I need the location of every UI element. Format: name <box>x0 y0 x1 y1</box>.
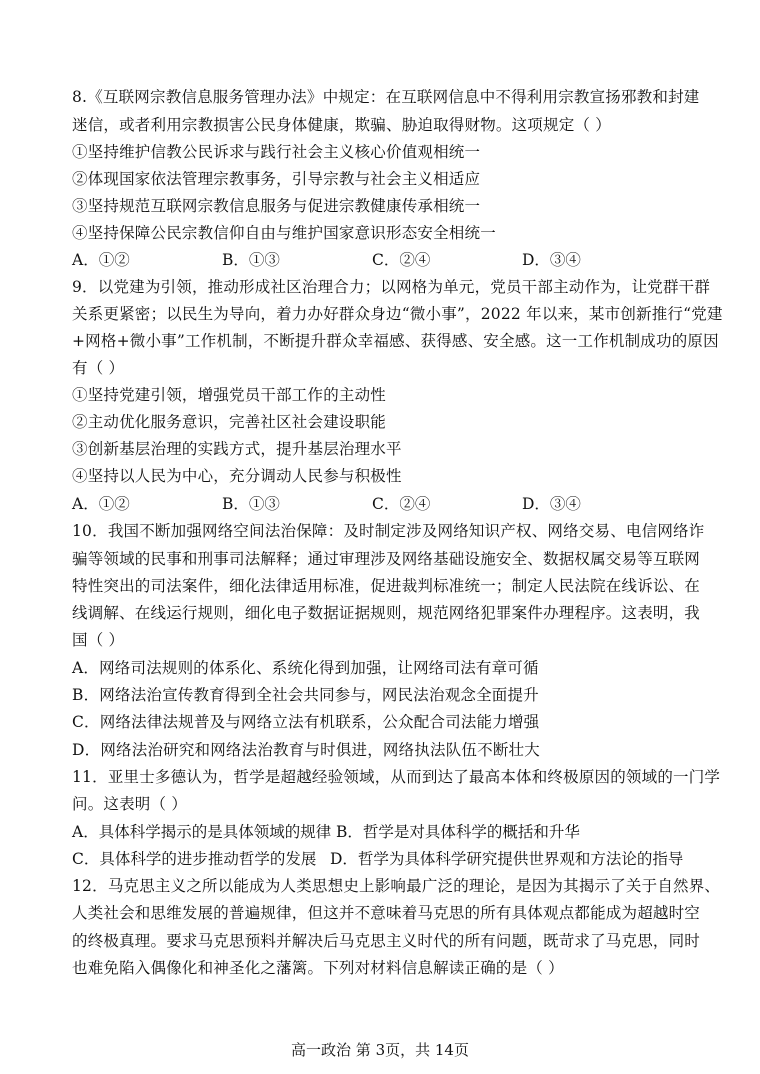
q11-stem-line-2: 问。这表明（ ） <box>72 795 188 813</box>
q10-stem-line-1: 10．我国不断加强网络空间法治保障：及时制定涉及网络知识产权、网络交易、电信网络诈 <box>72 522 705 540</box>
q9-stem-line-1: 9．以党建为引领，推动形成社区治理合力；以网格为单元，党员干部主动作为，让党群干群 <box>72 278 711 296</box>
q12-stem-line-3: 的终极真理。要求马克思预料并解决后马克思主义时代的所有问题，既苛求了马克思，同时 <box>72 932 701 950</box>
q9-option-d: D．③④ <box>522 495 581 513</box>
q10-option-d: D．网络法治研究和网络法治教育与时俱进，网络执法队伍不断壮大 <box>72 741 540 759</box>
q10-option-a: A．网络司法规则的体系化、系统化得到加强，让网络司法有章可循 <box>72 659 539 677</box>
q8-item-2: ②体现国家依法管理宗教事务，引导宗教与社会主义相适应 <box>72 170 481 188</box>
q9-option-b: B．①③ <box>222 495 280 513</box>
q11-option-a: A．具体科学揭示的是具体领域的规律 <box>72 823 332 841</box>
q11-option-b: B．哲学是对具体科学的概括和升华 <box>336 823 580 841</box>
q8-option-c: C．②④ <box>372 251 431 269</box>
q9-stem-line-3: +网格+微小事”工作机制，不断提升群众幸福感、获得感、安全感。这一工作机制成功的原因 <box>72 332 719 350</box>
q10-stem-line-2: 骗等领域的民事和刑事司法解释；通过审理涉及网络基础设施安全、数据权属交易等互联网 <box>72 550 701 568</box>
q10-stem-line-5: 国（ ） <box>72 631 125 649</box>
q8-stem-line-1: 8.《互联网宗教信息服务管理办法》中规定：在互联网信息中不得利用宗教宣扬邪教和封建 <box>72 88 700 106</box>
q11-option-d: D．哲学为具体科学研究提供世界观和方法论的指导 <box>330 850 684 868</box>
q9-item-2: ②主动优化服务意识，完善社区社会建设职能 <box>72 413 387 431</box>
q8-stem-line-2: 迷信，或者利用宗教损害公民身体健康，欺骗、胁迫取得财物。这项规定（ ） <box>72 116 611 134</box>
q10-stem-line-4: 线调解、在线运行规则，细化电子数据证据规则，规范网络犯罪案件办理程序。这表明，我 <box>72 604 701 622</box>
q10-option-b: B．网络法治宣传教育得到全社会共同参与，网民法治观念全面提升 <box>72 686 539 704</box>
q12-stem-line-1: 12．马克思主义之所以能成为人类思想史上影响最广泛的理论，是因为其揭示了关于自然界、 <box>72 877 721 895</box>
q8-option-a: A．①② <box>72 251 130 269</box>
q9-option-c: C．②④ <box>372 495 431 513</box>
q9-item-3: ③创新基层治理的实践方式，提升基层治理水平 <box>72 440 402 458</box>
q8-option-d: D．③④ <box>522 251 581 269</box>
q8-item-3: ③坚持规范互联网宗教信息服务与促进宗教健康传承相统一 <box>72 197 481 215</box>
q10-stem-line-3: 特性突出的司法案件，细化法律适用标准，促进裁判标准统一；制定人民法院在线诉讼、在 <box>72 577 701 595</box>
q9-option-a: A．①② <box>72 495 130 513</box>
q11-stem-line-1: 11．亚里士多德认为，哲学是超越经验领域，从而到达了最高本体和终极原因的领域的一门学 <box>72 768 721 786</box>
q10-option-c: C．网络法律法规普及与网络立法有机联系，公众配合司法能力增强 <box>72 713 540 731</box>
q8-option-b: B．①③ <box>222 251 280 269</box>
q9-item-4: ④坚持以人民为中心，充分调动人民参与积极性 <box>72 467 402 485</box>
q8-item-1: ①坚持维护信教公民诉求与践行社会主义核心价值观相统一 <box>72 143 481 161</box>
q9-item-1: ①坚持党建引领，增强党员干部工作的主动性 <box>72 386 387 404</box>
q9-stem-line-2: 关系更紧密；以民生为导向，着力办好群众身边“微小事”，2022 年以来，某市创新推行“党建 <box>72 305 723 323</box>
q9-stem-line-4: 有（ ） <box>72 359 125 377</box>
q12-stem-line-2: 人类社会和思维发展的普遍规律，但这并不意味着马克思的所有具体观点都能成为超越时空 <box>72 904 701 922</box>
q8-item-4: ④坚持保障公民宗教信仰自由与维护国家意识形态安全相统一 <box>72 224 496 242</box>
q12-stem-line-4: 也难免陷入偶像化和神圣化之藩篱。下列对材料信息解读正确的是（ ） <box>72 959 564 977</box>
q11-option-c: C．具体科学的进步推动哲学的发展 <box>72 850 317 868</box>
page-footer: 高一政治 第 3页，共 14页 <box>291 1041 469 1059</box>
